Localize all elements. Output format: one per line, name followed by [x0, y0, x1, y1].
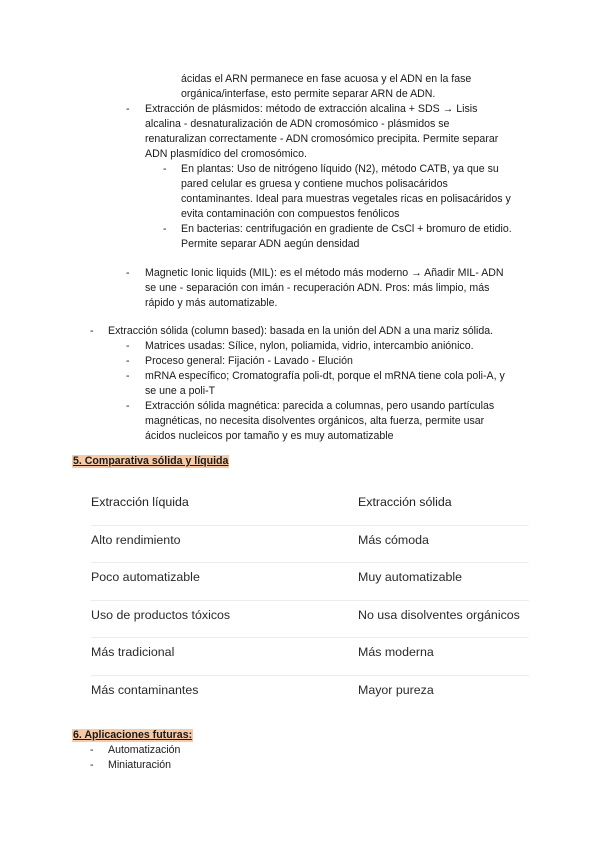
paragraph-line: mRNA específico; Cromatografía poli-dt, porque el mRNA tiene cola poli-A, y [145, 370, 505, 382]
paragraph-line: Extracción de plásmidos: método de extracción alcalina + SDS → Lisis [145, 103, 478, 115]
bullet-dash: - [126, 400, 130, 412]
table-header-cell: Extracción líquida [91, 495, 189, 509]
paragraph-line: Magnetic Ionic liquids (MIL): es el método más moderno → Añadir MIL- ADN [145, 267, 504, 279]
table-cell: Poco automatizable [91, 570, 200, 584]
paragraph-line: Proceso general: Fijación - Lavado - Elución [145, 355, 353, 367]
paragraph-line: En plantas: Uso de nitrógeno líquido (N2), método CATB, ya que su [181, 163, 499, 175]
table-row [91, 638, 529, 676]
table-cell: Más moderna [358, 645, 434, 659]
paragraph-line: alcalina - desnaturalización de ADN cromosómico - plásmidos se [145, 118, 450, 130]
list-item: Automatización [108, 744, 181, 756]
paragraph-line: pared celular es gruesa y contiene muchos polisacáridos [181, 178, 448, 190]
table-header-row [91, 488, 529, 526]
table-cell: No usa disolventes orgánicos [358, 607, 520, 622]
table-row [91, 526, 529, 564]
bullet-dash: - [126, 370, 130, 382]
bullet-dash: - [163, 163, 167, 175]
paragraph-line: En bacterias: centrifugación en gradiente de CsCl + bromuro de etidio. [181, 223, 512, 235]
paragraph-line: Extracción sólida (column based): basada en la unión del ADN a una mariz sólida. [108, 325, 494, 337]
bullet-dash: - [126, 267, 130, 279]
bullet-dash: - [126, 355, 130, 367]
comparison-table [91, 488, 529, 712]
paragraph-line: ácidas el ARN permanece en fase acuosa y el ADN en la fase [181, 73, 472, 85]
paragraph-line: contaminantes. Ideal para muestras vegetales ricas en polisacáridos y [181, 193, 511, 205]
section-heading: 5. Comparativa sólida y líquida [73, 455, 229, 467]
paragraph-line: Matrices usadas: Sílice, nylon, poliamida, vidrio, intercambio aniónico. [145, 340, 474, 352]
table-cell: Más tradicional [91, 645, 175, 659]
table-cell: Más cómoda [358, 532, 429, 547]
table-cell: Uso de productos tóxicos [91, 607, 231, 622]
paragraph-line: magnéticas, no necesita disolventes orgánicos, alta fuerza, permite usar [145, 415, 485, 427]
paragraph-line: Permite separar ADN aegún densidad [181, 238, 360, 250]
paragraph-line: evita contaminación con compuestos fenólicos [181, 208, 400, 220]
table-cell: Muy automatizable [358, 570, 462, 584]
list-item: Miniaturación [108, 759, 172, 771]
paragraph-line: ADN plasmídico del cromosómico. [145, 148, 307, 160]
bullet-dash: - [126, 103, 130, 115]
bullet-dash: - [90, 759, 94, 771]
bullet-dash: - [126, 340, 130, 352]
paragraph-line: Extracción sólida magnética: parecida a columnas, pero usando partículas [145, 400, 495, 412]
table-row [91, 601, 529, 639]
bullet-dash: - [90, 744, 94, 756]
section-heading: 6. Aplicaciones futuras: [73, 729, 193, 741]
paragraph-line: renaturalizan correctamente - ADN cromosómico precipita. Permite separar [145, 133, 499, 145]
paragraph-line: se une - separación con imán - recuperación ADN. Pros: más limpio, más [145, 282, 490, 294]
bullet-dash: - [90, 325, 94, 337]
paragraph-line: se une a poli-T [145, 385, 216, 397]
table-cell: Más contaminantes [91, 682, 199, 697]
bullet-dash: - [163, 223, 167, 235]
table-cell: Mayor pureza [358, 682, 434, 697]
paragraph-line: rápido y más automatizable. [145, 297, 278, 309]
table-header-cell: Extracción sólida [358, 495, 452, 509]
paragraph-line: orgánica/interfase, esto permite separar ARN de ADN. [181, 88, 436, 100]
paragraph-line: ácidos nucleicos por tamaño y es muy automatizable [145, 430, 394, 442]
table-cell: Alto rendimiento [91, 532, 181, 547]
table-row [91, 676, 529, 713]
table-row [91, 563, 529, 601]
